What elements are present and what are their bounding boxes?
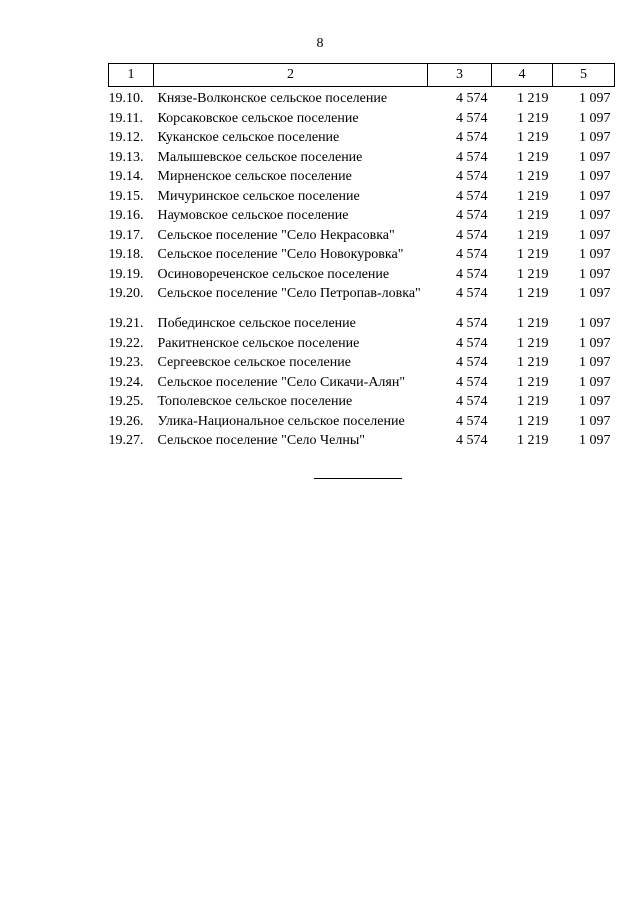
column-header-5: 5 bbox=[553, 64, 615, 87]
value-col-5: 1 097 bbox=[579, 316, 611, 331]
settlement-name: Сельское поселение "Село Сикачи-Алян" bbox=[157, 374, 406, 390]
table-row bbox=[109, 189, 615, 209]
value-col-3: 4 574 bbox=[456, 394, 488, 409]
column-header-3: 3 bbox=[428, 64, 492, 87]
table-row bbox=[109, 208, 615, 228]
value-col-3: 4 574 bbox=[456, 149, 488, 165]
value-col-4: 1 219 bbox=[517, 316, 549, 331]
table-row bbox=[109, 267, 615, 287]
value-col-4: 1 219 bbox=[517, 188, 549, 204]
page-number: 8 bbox=[316, 36, 324, 51]
row-number: 19.17. bbox=[108, 227, 144, 243]
column-header-4: 4 bbox=[492, 64, 553, 87]
value-col-5: 1 097 bbox=[579, 394, 611, 409]
table-body bbox=[109, 87, 615, 453]
table-row bbox=[109, 87, 615, 111]
value-col-3: 4 574 bbox=[456, 110, 488, 126]
column-header-2: 2 bbox=[154, 64, 428, 87]
value-col-4: 1 219 bbox=[517, 413, 549, 429]
settlement-name: Побединское сельское поселение bbox=[157, 316, 356, 331]
row-number: 19.27. bbox=[108, 433, 144, 448]
settlement-name: Мичуринское сельское поселение bbox=[157, 188, 360, 204]
settlement-name: Тополевское сельское поселение bbox=[157, 394, 353, 409]
value-col-3: 4 574 bbox=[456, 355, 488, 370]
value-col-5: 1 097 bbox=[579, 110, 611, 126]
row-number: 19.24. bbox=[108, 374, 144, 390]
value-col-3: 4 574 bbox=[456, 227, 488, 243]
value-col-3: 4 574 bbox=[456, 169, 488, 184]
value-col-4: 1 219 bbox=[517, 335, 549, 351]
row-number: 19.21. bbox=[108, 316, 144, 331]
value-col-5: 1 097 bbox=[579, 374, 611, 390]
value-col-4: 1 219 bbox=[517, 130, 549, 145]
value-col-5: 1 097 bbox=[579, 188, 611, 204]
value-col-3: 4 574 bbox=[456, 208, 488, 223]
row-number: 19.13. bbox=[108, 149, 144, 165]
value-col-4: 1 219 bbox=[517, 91, 549, 106]
value-col-5: 1 097 bbox=[579, 433, 611, 448]
column-header-1: 1 bbox=[109, 64, 154, 87]
table-row bbox=[109, 247, 615, 267]
settlement-name: Мирненское сельское поселение bbox=[157, 169, 352, 184]
value-col-5: 1 097 bbox=[579, 227, 611, 243]
value-col-3: 4 574 bbox=[456, 335, 488, 351]
table-row bbox=[109, 394, 615, 414]
settlement-name: Куканское сельское поселение bbox=[157, 130, 340, 145]
value-col-3: 4 574 bbox=[456, 130, 488, 145]
value-col-3: 4 574 bbox=[456, 247, 488, 262]
row-number: 19.11. bbox=[108, 110, 143, 126]
value-col-3: 4 574 bbox=[456, 316, 488, 331]
table-row bbox=[109, 169, 615, 189]
table-row bbox=[109, 414, 615, 434]
value-col-4: 1 219 bbox=[517, 266, 549, 282]
row-number: 19.18. bbox=[108, 247, 144, 262]
row-number: 19.19. bbox=[108, 266, 144, 282]
value-col-3: 4 574 bbox=[456, 374, 488, 390]
row-number: 19.23. bbox=[108, 355, 144, 370]
value-col-4: 1 219 bbox=[517, 355, 549, 370]
settlement-name: Ракитненское сельское поселение bbox=[157, 335, 360, 351]
settlement-name: Наумовское сельское поселение bbox=[157, 208, 349, 223]
value-col-4: 1 219 bbox=[517, 227, 549, 243]
table-row bbox=[109, 355, 615, 375]
value-col-5: 1 097 bbox=[579, 286, 611, 301]
value-col-3: 4 574 bbox=[456, 91, 488, 106]
value-col-5: 1 097 bbox=[579, 335, 611, 351]
row-number: 19.10. bbox=[108, 91, 144, 106]
table-row bbox=[109, 336, 615, 356]
table-row bbox=[109, 433, 615, 453]
row-number: 19.22. bbox=[108, 335, 144, 351]
value-col-5: 1 097 bbox=[579, 149, 611, 165]
table-row bbox=[109, 111, 615, 131]
value-col-4: 1 219 bbox=[517, 286, 549, 301]
settlement-name: Сельское поселение "Село Челны" bbox=[157, 433, 365, 448]
table-row bbox=[109, 228, 615, 248]
settlement-name: Улика-Национальное сельское поселение bbox=[157, 413, 405, 429]
settlement-name: Князе-Волконское сельское поселение bbox=[157, 91, 388, 106]
settlement-name: Осиновореченское сельское поселение bbox=[157, 266, 390, 282]
value-col-5: 1 097 bbox=[579, 130, 611, 145]
value-col-5: 1 097 bbox=[579, 266, 611, 282]
settlement-name: Сельское поселение "Село Петропав-ловка" bbox=[157, 286, 421, 301]
table-row bbox=[109, 316, 615, 336]
table-row bbox=[109, 150, 615, 170]
header-row bbox=[109, 64, 615, 87]
row-number: 19.12. bbox=[108, 130, 144, 145]
settlement-name: Сергеевское сельское поселение bbox=[157, 355, 351, 370]
row-number: 19.20. bbox=[108, 286, 144, 301]
row-number: 19.26. bbox=[108, 413, 144, 429]
settlement-name: Сельское поселение "Село Новокуровка" bbox=[157, 247, 404, 262]
row-number: 19.16. bbox=[108, 208, 144, 223]
table-row bbox=[109, 375, 615, 395]
table-row bbox=[109, 286, 615, 316]
value-col-4: 1 219 bbox=[517, 374, 549, 390]
value-col-5: 1 097 bbox=[579, 91, 611, 106]
end-rule bbox=[314, 478, 402, 479]
table-header bbox=[109, 64, 615, 87]
row-number: 19.14. bbox=[108, 169, 144, 184]
value-col-3: 4 574 bbox=[456, 266, 488, 282]
value-col-5: 1 097 bbox=[579, 355, 611, 370]
value-col-4: 1 219 bbox=[517, 247, 549, 262]
value-col-3: 4 574 bbox=[456, 286, 488, 301]
value-col-3: 4 574 bbox=[456, 433, 488, 448]
value-col-5: 1 097 bbox=[579, 208, 611, 223]
settlement-name: Малышевское сельское поселение bbox=[157, 149, 363, 165]
row-number: 19.15. bbox=[108, 188, 144, 204]
value-col-5: 1 097 bbox=[579, 413, 611, 429]
allocation-table bbox=[108, 63, 615, 453]
value-col-4: 1 219 bbox=[517, 169, 549, 184]
row-number: 19.25. bbox=[108, 394, 144, 409]
value-col-5: 1 097 bbox=[579, 247, 611, 262]
settlement-name: Сельское поселение "Село Некрасовка" bbox=[157, 227, 395, 243]
value-col-3: 4 574 bbox=[456, 188, 488, 204]
value-col-4: 1 219 bbox=[517, 149, 549, 165]
value-col-4: 1 219 bbox=[517, 208, 549, 223]
settlement-name: Корсаковское сельское поселение bbox=[157, 110, 359, 126]
table-row bbox=[109, 130, 615, 150]
value-col-3: 4 574 bbox=[456, 413, 488, 429]
value-col-4: 1 219 bbox=[517, 110, 549, 126]
value-col-4: 1 219 bbox=[517, 433, 549, 448]
value-col-5: 1 097 bbox=[579, 169, 611, 184]
value-col-4: 1 219 bbox=[517, 394, 549, 409]
